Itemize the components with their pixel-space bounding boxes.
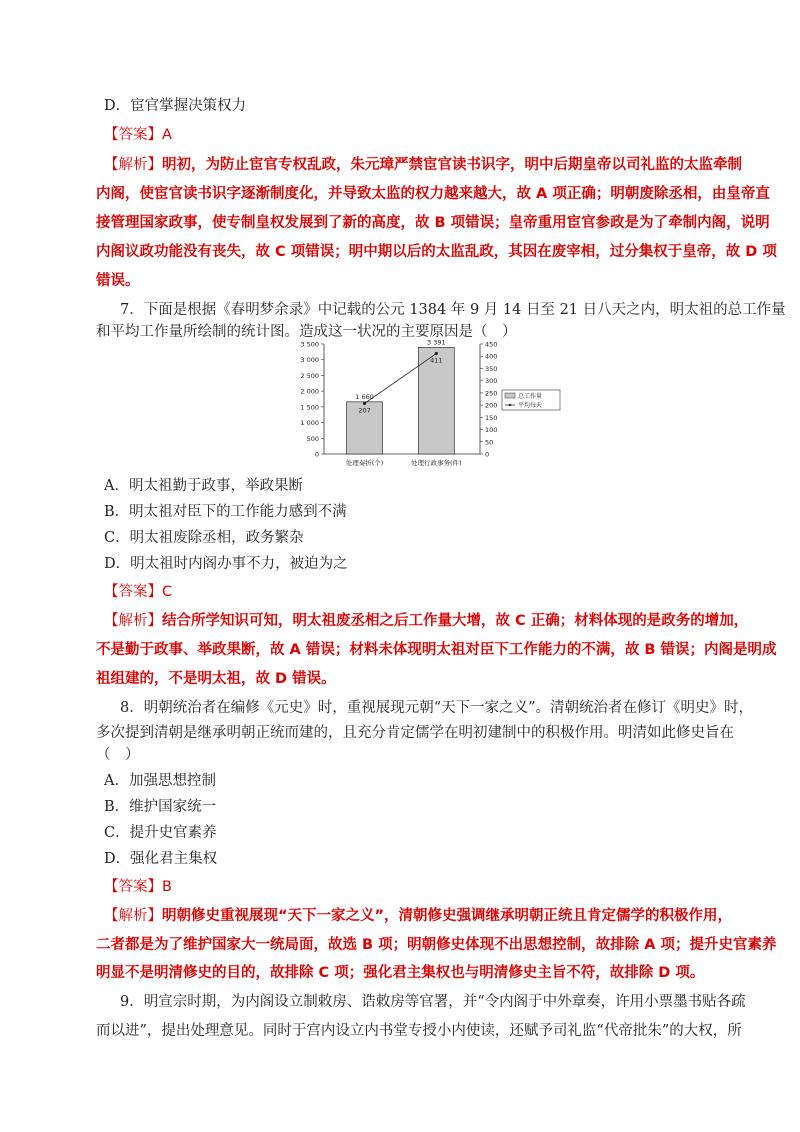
q7-option-c: C．明太祖废除丞相，政务繁杂 (104, 530, 304, 546)
q8-option-b: B．维护国家统一 (104, 799, 217, 815)
q6-answer-line (104, 125, 172, 145)
analysis-text: 结合所学知识可知，明太祖废丞相之后工作量大增，故 C 正确；材料体现的是政务的增加， (162, 613, 749, 629)
q8-answer-line (104, 877, 172, 897)
right-tick-label: 400 (485, 352, 498, 361)
right-tick-label: 350 (485, 364, 498, 373)
point-value-label: 207 (358, 406, 371, 415)
answer-value: B (162, 879, 172, 895)
left-tick-label: 500 (306, 434, 319, 443)
answer-tag: 【答案】 (104, 584, 162, 600)
q7-analysis-line-3: 祖组建的，不是明太祖，故 D 错误。 (96, 671, 336, 687)
legend-label: 平均每天 (518, 402, 543, 409)
right-tick-label: 450 (485, 340, 498, 349)
q7-option-a: A．明太祖勤于政事，举政果断 (104, 478, 303, 494)
analysis-text: 明朝修史重视展现“天下一家之义”，清朝修史强调继承明朝正统且肯定儒学的积极作用， (162, 908, 733, 924)
left-tick-label: 2 500 (300, 371, 319, 380)
left-tick-label: 1 000 (300, 419, 319, 428)
q6-analysis-line-2: 内阁，使宦官读书识字逐渐制度化，并导致太监的权力越来越大，故 A 项正确；明朝废除丞相，由皇帝直 (96, 186, 770, 202)
right-tick-label: 0 (485, 450, 490, 459)
q7-answer-line (104, 582, 172, 602)
average-point (435, 352, 438, 355)
q6-analysis-line-3: 接管理国家政事，使专制皇权发展到了新的高度，故 B 项错误；皇帝重用宦官参政是为了牵制内阁，说明 (96, 215, 770, 231)
q8-stem-line-3: （ ） (96, 747, 140, 763)
q7-stem-line-2: 和平均工作量所绘制的统计图。造成这一状况的主要原因是（ ） (96, 324, 517, 340)
right-tick-label: 50 (485, 438, 494, 447)
left-tick-label: 3 500 (300, 340, 319, 349)
analysis-tag: 【解析】 (104, 157, 162, 173)
legend-bar-swatch (505, 393, 515, 398)
right-tick-label: 150 (485, 413, 498, 422)
q8-option-d: D．强化君主集权 (104, 851, 218, 867)
q8-analysis-line-2: 二者都是为了维护国家大一统局面，故选 B 项；明朝修史体现不出思想控制，故排除 A 项；提升史官素养 (96, 937, 777, 953)
q7-option-b: B．明太祖对臣下的工作能力感到不满 (104, 504, 347, 520)
x-category-label: 处理奏折(个) (345, 459, 384, 467)
q7-option-d: D．明太祖时内阁办事不力，被迫为之 (104, 556, 348, 572)
point-value-label: 411 (430, 356, 443, 365)
answer-tag: 【答案】 (104, 127, 162, 143)
right-tick-label: 300 (485, 377, 498, 386)
q8-option-a: A．加强思想控制 (104, 773, 216, 789)
legend-label: 总工作量 (518, 393, 543, 400)
q7-analysis-line-1 (104, 611, 748, 631)
left-tick-label: 0 (314, 450, 319, 459)
left-tick-label: 3 000 (300, 356, 319, 365)
q7-analysis-line-2: 不是勤于政事、举政果断，故 A 错误；材料未体现明太祖对臣下工作能力的不满，故 B 错误；内阁是明成 (96, 642, 777, 658)
q6-analysis-line-5: 错误。 (96, 273, 140, 289)
q7-stem-line-1: 7．下面是根据《春明梦余录》中记载的公元 1384 年 9 月 14 日至 21 日八天之内，明太祖的总工作量 (120, 302, 786, 318)
q8-stem-line-1: 8．明朝统治者在编修《元史》时，重视展现元朝“天下一家之义”。清朝统治者在修订《明史》时， (120, 700, 754, 716)
analysis-tag: 【解析】 (104, 613, 162, 629)
q8-stem-line-2: 多次提到清朝是继承明朝正统而建的，且充分肯定儒学在明初建制中的积极作用。明清如此修史旨在 (96, 725, 734, 741)
q8-analysis-line-3: 明显不是明清修史的目的，故排除 C 项；强化君主集权也与明清修史主旨不符，故排除 D 项。 (96, 965, 705, 981)
q8-option-c: C．提升史官素养 (104, 825, 217, 841)
average-point (363, 402, 366, 405)
x-category-label: 处理行政事务(件) (411, 459, 462, 467)
right-tick-label: 100 (485, 426, 498, 435)
q6-option-d: D．宦官掌握决策权力 (104, 98, 247, 114)
bar-value-label: 1 660 (355, 392, 374, 401)
q6-analysis-line-1 (104, 155, 742, 175)
q6-analysis-line-4: 内阁议政功能没有丧失，故 C 项错误；明中期以后的太监乱政，其因在废宰相，过分集权于皇帝，故 D 项 (96, 244, 777, 260)
legend-line-marker (509, 404, 511, 406)
right-tick-label: 250 (485, 389, 498, 398)
workload-chart (262, 338, 562, 468)
right-tick-label: 200 (485, 401, 498, 410)
analysis-text: 明初，为防止宦官专权乱政，朱元璋严禁宦官读书识字，明中后期皇帝以司礼监的太监牵制 (162, 157, 742, 173)
analysis-tag: 【解析】 (104, 908, 162, 924)
bar-value-label: 3 391 (427, 338, 446, 347)
left-tick-label: 2 000 (300, 387, 319, 396)
q9-stem-line-2: 而以进”，提出处理意见。同时于宫内设立内书堂专授小内使读，还赋予司礼监“代帝批朱”的大权，所 (96, 1023, 742, 1039)
q9-stem-line-1: 9．明宣宗时期，为内阁设立制敕房、诰敕房等官署，并“令内阁于中外章奏，许用小票墨书贴各疏 (120, 994, 746, 1010)
answer-value: C (162, 584, 173, 600)
q8-analysis-line-1 (104, 906, 732, 926)
answer-tag: 【答案】 (104, 879, 162, 895)
left-tick-label: 1 500 (300, 403, 319, 412)
answer-value: A (162, 127, 172, 143)
